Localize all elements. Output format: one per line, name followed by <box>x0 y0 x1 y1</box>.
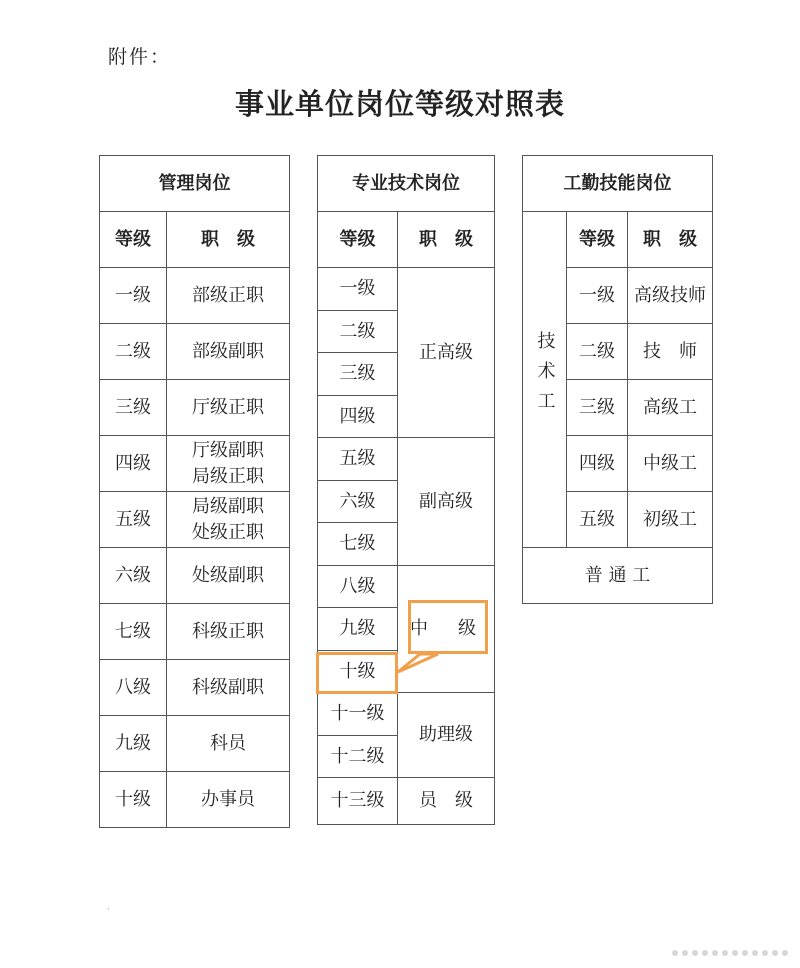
level-cell: 六级 <box>318 481 398 523</box>
management-header: 管理岗位 <box>100 156 290 212</box>
rank-cell: 部级正职 <box>167 268 290 324</box>
carousel-indicator <box>672 941 794 951</box>
level-cell: 一级 <box>567 268 628 324</box>
level-cell: 九级 <box>100 716 167 772</box>
level-cell: 三级 <box>318 353 398 396</box>
level-cell: 五级 <box>100 492 167 548</box>
management-col-level: 等级 <box>100 212 167 268</box>
level-cell: 十二级 <box>318 736 398 778</box>
attachment-label: 附件： <box>108 46 172 68</box>
rank-cell: 办事员 <box>167 772 290 828</box>
rank-cell: 正高级 <box>398 268 495 438</box>
rank-cell: 科级正职 <box>167 604 290 660</box>
rank-cell: 部级副职 <box>167 324 290 380</box>
general-worker-cell: 普 通 工 <box>523 548 713 604</box>
technical-header: 专业技术岗位 <box>318 156 495 212</box>
level-cell: 七级 <box>318 523 398 566</box>
level-cell: 十级 <box>100 772 167 828</box>
rank-line: 局级副职 <box>192 495 264 517</box>
rank-cell: 科员 <box>167 716 290 772</box>
level-cell: 二级 <box>567 324 628 380</box>
level-cell: 四级 <box>318 396 398 438</box>
level-cell: 三级 <box>100 380 167 436</box>
level-cell: 十一级 <box>318 693 398 736</box>
level-cell: 五级 <box>318 438 398 481</box>
rank-line: 局级正职 <box>192 465 264 487</box>
rank-cell: 科级副职 <box>167 660 290 716</box>
rank-cell: 处级副职 <box>167 548 290 604</box>
level-cell: 二级 <box>318 311 398 353</box>
rank-cell: 厅级正职 <box>167 380 290 436</box>
rank-line: 厅级副职 <box>192 439 264 461</box>
worker-group-label: 技术工 <box>534 330 556 421</box>
worker-col-rank: 职 级 <box>628 212 713 268</box>
level-cell: 二级 <box>100 324 167 380</box>
rank-cell: 中级工 <box>628 436 713 492</box>
level-cell: 四级 <box>100 436 167 492</box>
rank-line: 处级正职 <box>192 521 264 543</box>
rank-cell: 技 师 <box>628 324 713 380</box>
level-cell: 八级 <box>100 660 167 716</box>
level-cell: 十级 <box>318 651 398 693</box>
rank-cell: 中 级 <box>398 566 495 693</box>
management-col-rank: 职 级 <box>167 212 290 268</box>
worker-header: 工勤技能岗位 <box>523 156 713 212</box>
level-cell: 五级 <box>567 492 628 548</box>
level-cell: 九级 <box>318 608 398 651</box>
rank-cell: 副高级 <box>398 438 495 566</box>
technical-col-rank: 职 级 <box>398 212 495 268</box>
level-cell: 八级 <box>318 566 398 608</box>
level-cell: 一级 <box>100 268 167 324</box>
rank-cell: 助理级 <box>398 693 495 778</box>
technical-col-level: 等级 <box>318 212 398 268</box>
level-cell: 三级 <box>567 380 628 436</box>
level-cell: 一级 <box>318 268 398 311</box>
level-cell: 四级 <box>567 436 628 492</box>
level-cell: 六级 <box>100 548 167 604</box>
rank-cell: 员 级 <box>398 778 495 825</box>
level-cell: 十三级 <box>318 778 398 825</box>
page-dot: · <box>107 905 110 914</box>
worker-col-level: 等级 <box>567 212 628 268</box>
level-cell: 七级 <box>100 604 167 660</box>
rank-cell: 初级工 <box>628 492 713 548</box>
rank-cell: 高级技师 <box>628 268 713 324</box>
page-title: 事业单位岗位等级对照表 <box>234 87 565 121</box>
rank-cell: 高级工 <box>628 380 713 436</box>
